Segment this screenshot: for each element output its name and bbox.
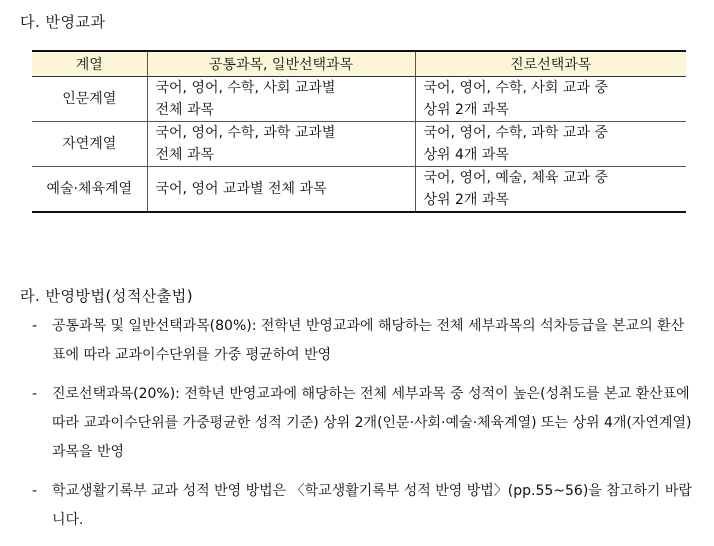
career-subjects-cell <box>415 77 686 122</box>
header-general-subjects: 공통과목, 일반선택과목 <box>147 51 415 77</box>
general-subjects-cell <box>147 77 415 122</box>
career-subjects-cell <box>415 122 686 167</box>
cell-line: 국어, 영어, 수학, 과학 교과별 <box>155 125 336 141</box>
list-item-text: 진로선택과목(20%): 전학년 반영교과에 해당하는 전체 세부과목 중 성적이 높은(성취도를 본교 환산표에 따라 교과이수단위를 가중평균한 성적 기준) 상위 2개(인문·사회·예술·체육계열) 또는 상위 4개(자연계열) 과목을 반영 <box>52 386 692 460</box>
cell-line: 상위 2개 과목 <box>423 102 509 118</box>
section-heading-reflected-subjects: 다. 반영교과 <box>20 13 106 31</box>
reflection-method-list <box>32 312 692 545</box>
table-header-row <box>32 51 686 77</box>
cell-line: 상위 2개 과목 <box>423 192 509 208</box>
section-heading-reflection-method: 라. 반영방법(성적산출법) <box>20 287 194 305</box>
table-row <box>32 122 686 167</box>
header-career-subjects: 진로선택과목 <box>415 51 686 77</box>
cell-line: 국어, 영어, 수학, 사회 교과 중 <box>423 80 608 96</box>
list-item <box>32 477 692 535</box>
cell-line: 전체 과목 <box>155 102 215 118</box>
list-item <box>32 312 692 370</box>
cell-line: 국어, 영어, 예술, 체육 교과 중 <box>423 170 608 186</box>
cell-line: 상위 4개 과목 <box>423 147 509 163</box>
general-subjects-cell <box>147 122 415 167</box>
header-track: 계열 <box>32 51 147 77</box>
cell-line: 전체 과목 <box>155 147 215 163</box>
cell-line: 국어, 영어 교과별 전체 과목 <box>155 181 327 197</box>
cell-line: 국어, 영어, 수학, 과학 교과 중 <box>423 125 608 141</box>
track-cell: 예술·체육계열 <box>32 167 147 213</box>
list-item-text: 학교생활기록부 교과 성적 반영 방법은 〈학교생활기록부 성적 반영 방법〉(pp.55~56)을 참고하기 바랍니다. <box>52 483 692 528</box>
cell-line: 국어, 영어, 수학, 사회 교과별 <box>155 80 336 96</box>
track-cell: 자연계열 <box>32 122 147 167</box>
list-item-text: 공통과목 및 일반선택과목(80%): 전학년 반영교과에 해당하는 전체 세부과목의 석차등급을 본교의 환산표에 따라 교과이수단위를 가중 평균하여 반영 <box>52 318 685 363</box>
reflected-subjects-table <box>32 50 686 213</box>
track-cell: 인문계열 <box>32 77 147 122</box>
career-subjects-cell <box>415 167 686 213</box>
dash-marker: - <box>32 483 38 499</box>
dash-marker: - <box>32 386 38 402</box>
list-item <box>32 380 692 467</box>
general-subjects-cell <box>147 167 415 213</box>
dash-marker: - <box>32 318 38 334</box>
table-row <box>32 77 686 122</box>
table-row <box>32 167 686 213</box>
